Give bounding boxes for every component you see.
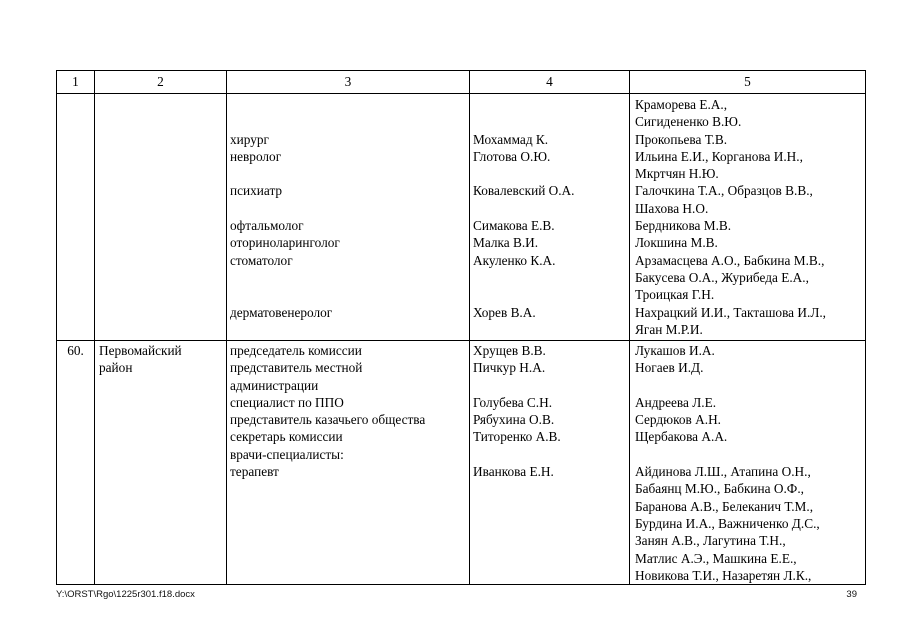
header-col-1: 1 — [57, 71, 95, 94]
cell-line: Локшина М.В. — [635, 235, 718, 251]
cell-line: Новикова Т.И., Назаретян Л.К., — [635, 567, 812, 583]
row-number-cell — [57, 94, 95, 341]
cell-line: Лукашов И.А. — [635, 343, 715, 358]
cell-line: дерматовенеролог — [230, 304, 333, 320]
member-cell — [470, 94, 630, 341]
cell-line — [473, 498, 629, 515]
cell-line — [230, 515, 469, 532]
position-cell — [227, 341, 470, 585]
cell-line: Андреева Л.Е. — [635, 394, 717, 410]
cell-line: Акуленко К.А. — [473, 252, 556, 268]
footer-file-path: Y:\ORST\Rgo\1225r301.f18.docx — [56, 589, 195, 600]
table-row — [57, 94, 866, 341]
cell-line — [473, 200, 629, 217]
cell-line — [230, 498, 469, 515]
district-cell — [95, 341, 227, 585]
cell-line: специалист по ППО — [230, 394, 344, 410]
cell-line: Голубева С.Н. — [473, 394, 553, 410]
cell-line: Хорев В.А. — [473, 304, 536, 320]
cell-line: Ковалевский О.А. — [473, 183, 575, 199]
header-col-2: 2 — [95, 71, 227, 94]
cell-line — [230, 96, 469, 113]
position-cell — [227, 94, 470, 341]
cell-line — [230, 113, 469, 130]
cell-line — [473, 532, 629, 549]
cell-line: Бурдина И.А., Важниченко Д.С., — [635, 515, 820, 531]
cell-line — [473, 377, 629, 394]
cell-line: психиатр — [230, 183, 283, 199]
cell-line — [473, 321, 629, 338]
cell-line: оториноларинголог — [230, 235, 340, 251]
cell-line — [230, 550, 469, 567]
cell-line — [473, 550, 629, 567]
cell-line: секретарь комиссии — [230, 429, 343, 445]
cell-line: Баранова А.В., Белеканич Т.М., — [635, 498, 814, 514]
cell-line: Яган М.Р.И. — [635, 321, 703, 337]
footer-page-number: 39 — [846, 589, 857, 600]
cell-line: врачи-специалисты: — [230, 446, 344, 462]
cell-line: Шахова Н.О. — [635, 200, 709, 216]
cell-line: терапевт — [230, 464, 279, 480]
cell-line: Занян А.В., Лагутина Т.Н., — [635, 533, 786, 549]
cell-line: администрации — [230, 377, 319, 393]
cell-line — [635, 446, 865, 463]
cell-line: Бакусева О.А., Журибеда Е.А., — [635, 269, 809, 285]
cell-line: Иванкова Е.Н. — [473, 464, 554, 480]
cell-line — [230, 200, 469, 217]
cell-line: район — [99, 360, 133, 376]
cell-line: Щербакова А.А. — [635, 429, 728, 445]
member-cell — [470, 341, 630, 585]
row-number-cell: 60. — [57, 341, 95, 585]
cell-line: Малка В.И. — [473, 235, 539, 251]
cell-line — [473, 269, 629, 286]
cell-line: Троицкая Г.Н. — [635, 287, 715, 303]
cell-line: представитель казачьего общества — [230, 412, 426, 428]
cell-line: Хрущев В.В. — [473, 343, 546, 358]
cell-line: стоматолог — [230, 252, 293, 268]
cell-line: Матлис А.Э., Машкина Е.Е., — [635, 550, 797, 566]
table-row — [57, 341, 866, 585]
cell-line — [473, 480, 629, 497]
cell-line: Первомайский — [99, 343, 182, 358]
cell-line: офтальмолог — [230, 218, 304, 234]
cell-line — [230, 480, 469, 497]
cell-line — [230, 321, 469, 338]
cell-line — [230, 269, 469, 286]
cell-line: Мохаммад К. — [473, 131, 549, 147]
cell-line: Арзамасцева А.О., Бабкина М.В., — [635, 252, 825, 268]
cell-line: Симакова Е.В. — [473, 218, 555, 234]
cell-line — [473, 446, 629, 463]
cell-line: председатель комиссии — [230, 343, 362, 358]
specialists-table — [56, 70, 866, 585]
district-cell — [95, 94, 227, 341]
cell-line: Ногаев И.Д. — [635, 360, 704, 376]
cell-line: Сердюков А.Н. — [635, 412, 721, 428]
cell-line — [230, 286, 469, 303]
header-col-3: 3 — [227, 71, 470, 94]
cell-line: Краморева Е.А., — [635, 97, 728, 112]
cell-line: Бердникова М.В. — [635, 218, 732, 234]
table-header-row — [57, 71, 866, 94]
cell-line: Пичкур Н.А. — [473, 360, 546, 376]
cell-line: Ильина Е.И., Корганова И.Н., — [635, 148, 803, 164]
cell-line — [230, 532, 469, 549]
cell-line: Нахрацкий И.И., Такташова И.Л., — [635, 304, 826, 320]
cell-line: Титоренко А.В. — [473, 429, 561, 445]
header-col-5: 5 — [630, 71, 866, 94]
cell-line: Прокопьева Т.В. — [635, 131, 728, 147]
cell-line: Мкртчян Н.Ю. — [635, 166, 719, 182]
cell-line — [473, 165, 629, 182]
cell-line — [635, 377, 865, 394]
substitute-cell — [630, 94, 866, 341]
cell-line: Сигидененко В.Ю. — [635, 114, 742, 130]
cell-line: Глотова О.Ю. — [473, 148, 551, 164]
cell-line: хирург — [230, 131, 269, 147]
cell-line — [473, 515, 629, 532]
cell-line: представитель местной — [230, 360, 363, 376]
cell-line: невролог — [230, 148, 282, 164]
cell-line — [230, 165, 469, 182]
cell-line — [473, 96, 629, 113]
substitute-cell — [630, 341, 866, 585]
cell-line — [473, 286, 629, 303]
cell-line: Бабаянц М.Ю., Бабкина О.Ф., — [635, 481, 804, 497]
cell-line — [473, 113, 629, 130]
header-col-4: 4 — [470, 71, 630, 94]
cell-line: Галочкина Т.А., Образцов В.В., — [635, 183, 813, 199]
cell-line: Айдинова Л.Ш., Атапина О.Н., — [635, 464, 811, 480]
cell-line: Рябухина О.В. — [473, 412, 555, 428]
